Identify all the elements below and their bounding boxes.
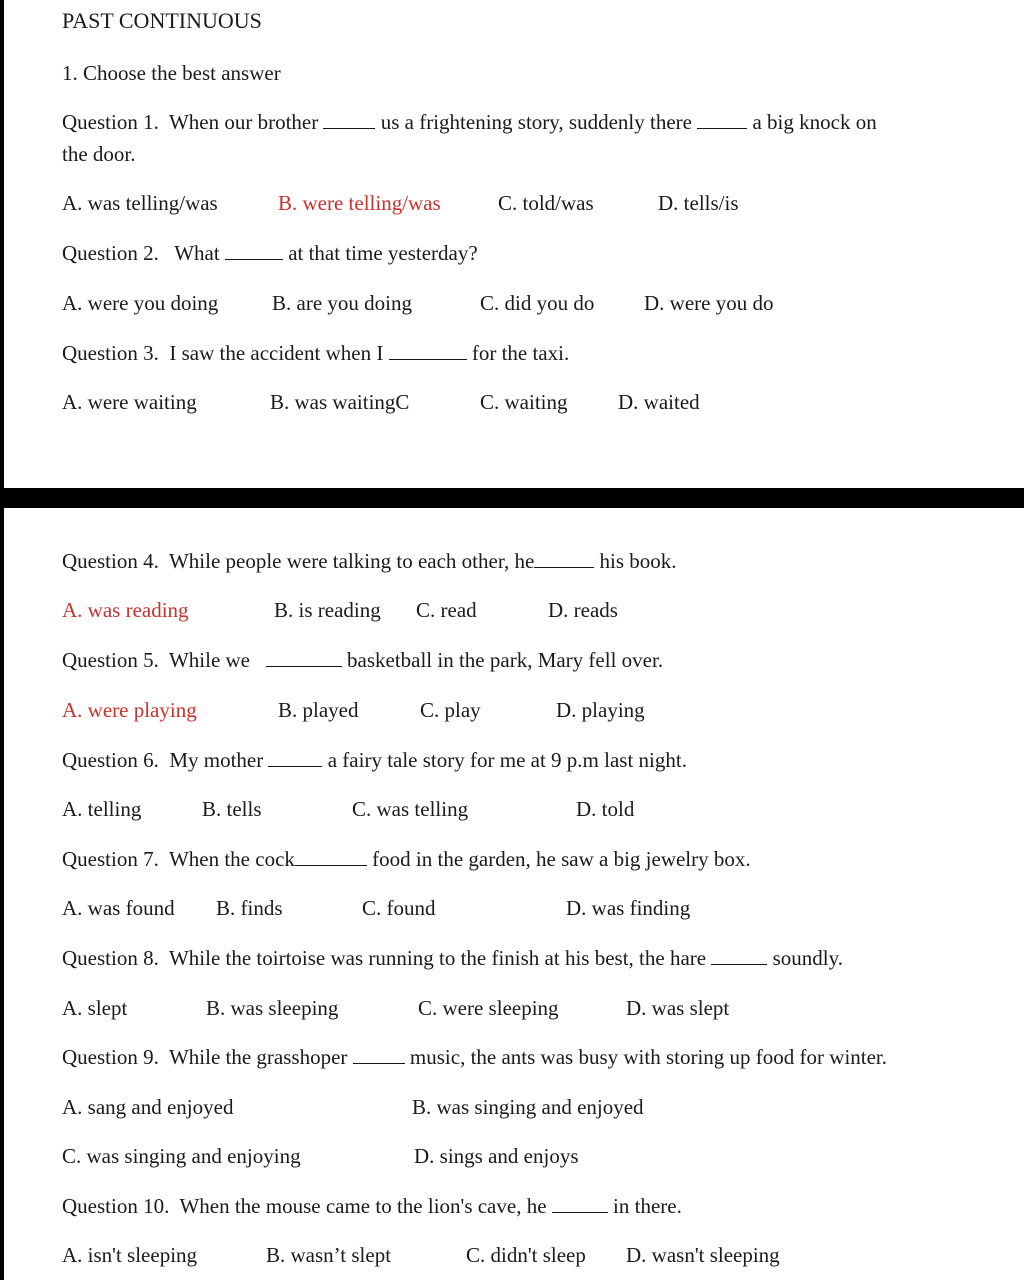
q2-option-a[interactable]: A. were you doing <box>62 291 219 315</box>
q9-option-d[interactable]: D. sings and enjoys <box>414 1144 579 1168</box>
q4-option-a-answer[interactable]: A. was reading <box>62 598 189 622</box>
answer-blank <box>266 648 342 667</box>
page-title: PAST CONTINUOUS <box>62 8 262 33</box>
answer-blank <box>295 847 367 866</box>
q3-option-b[interactable]: B. was waitingC <box>270 390 410 414</box>
section-heading: 1. Choose the best answer <box>62 61 281 85</box>
q1-option-a[interactable]: A. was telling/was <box>62 191 218 215</box>
q7-option-c[interactable]: C. found <box>362 896 436 920</box>
answer-blank <box>323 110 375 129</box>
question-6-stem: Question 6. My mother a fairy tale story for me at 9 p.m last night. <box>62 748 687 772</box>
question-10-stem: Question 10. When the mouse came to the lion's cave, he in there. <box>62 1194 682 1218</box>
question-number: Question 3. <box>62 341 159 365</box>
q9-option-c[interactable]: C. was singing and enjoying <box>62 1144 301 1168</box>
question-number: Question 9. <box>62 1045 159 1069</box>
question-5-stem: Question 5. While we basketball in the park, Mary fell over. <box>62 648 664 672</box>
question-8-stem: Question 8. While the toirtoise was running to the finish at his best, the hare soundly. <box>62 946 843 970</box>
q6-option-a[interactable]: A. telling <box>62 797 142 821</box>
question-number: Question 8. <box>62 946 159 970</box>
q10-option-b[interactable]: B. wasn’t slept <box>266 1243 392 1267</box>
q9-option-b[interactable]: B. was singing and enjoyed <box>412 1095 644 1119</box>
q1-option-b-answer[interactable]: B. were telling/was <box>278 191 441 215</box>
q6-option-d[interactable]: D. told <box>576 797 635 821</box>
question-2-stem: Question 2. What at that time yesterday? <box>62 241 478 265</box>
answer-blank <box>268 748 322 767</box>
q2-option-c[interactable]: C. did you do <box>480 291 595 315</box>
q7-option-b[interactable]: B. finds <box>216 896 283 920</box>
q8-option-b[interactable]: B. was sleeping <box>206 996 339 1020</box>
answer-blank <box>697 110 747 129</box>
q10-option-d[interactable]: D. wasn't sleeping <box>626 1243 780 1267</box>
q7-option-a[interactable]: A. was found <box>62 896 175 920</box>
q6-option-b[interactable]: B. tells <box>202 797 262 821</box>
q2-option-d[interactable]: D. were you do <box>644 291 774 315</box>
question-number: Question 10. <box>62 1194 170 1218</box>
question-number: Question 7. <box>62 847 159 871</box>
question-1-stem: Question 1. When our brother us a frightening story, suddenly there a big knock on <box>62 110 877 134</box>
q8-option-c[interactable]: C. were sleeping <box>418 996 559 1020</box>
question-1-stem-line2: the door. <box>62 142 136 166</box>
answer-blank <box>225 241 283 260</box>
q5-option-d[interactable]: D. playing <box>556 698 645 722</box>
question-3-stem: Question 3. I saw the accident when I for the taxi. <box>62 341 570 365</box>
question-4-stem: Question 4. While people were talking to each other, he his book. <box>62 549 677 573</box>
q10-option-a[interactable]: A. isn't sleeping <box>62 1243 198 1267</box>
question-number: Question 2. <box>62 241 159 265</box>
q5-option-b[interactable]: B. played <box>278 698 359 722</box>
q2-option-b[interactable]: B. are you doing <box>272 291 412 315</box>
q6-option-c[interactable]: C. was telling <box>352 797 469 821</box>
q3-option-a[interactable]: A. were waiting <box>62 390 197 414</box>
q4-option-b[interactable]: B. is reading <box>274 598 381 622</box>
answer-blank <box>534 549 594 568</box>
question-7-stem: Question 7. When the cock food in the garden, he saw a big jewelry box. <box>62 847 751 871</box>
q8-option-a[interactable]: A. slept <box>62 996 128 1020</box>
answer-blank <box>552 1194 608 1213</box>
q5-option-a-answer[interactable]: A. were playing <box>62 698 197 722</box>
q5-option-c[interactable]: C. play <box>420 698 481 722</box>
q4-option-c[interactable]: C. read <box>416 598 477 622</box>
q3-option-c[interactable]: C. waiting <box>480 390 568 414</box>
q1-option-d[interactable]: D. tells/is <box>658 191 739 215</box>
q1-option-c[interactable]: C. told/was <box>498 191 594 215</box>
question-number: Question 5. <box>62 648 159 672</box>
answer-blank <box>711 946 767 965</box>
q8-option-d[interactable]: D. was slept <box>626 996 730 1020</box>
q4-option-d[interactable]: D. reads <box>548 598 618 622</box>
question-number: Question 1. <box>62 110 159 134</box>
q7-option-d[interactable]: D. was finding <box>566 896 691 920</box>
answer-blank <box>389 341 467 360</box>
q9-option-a[interactable]: A. sang and enjoyed <box>62 1095 234 1119</box>
question-number: Question 6. <box>62 748 159 772</box>
answer-blank <box>353 1045 405 1064</box>
question-9-stem: Question 9. While the grasshoper music, the ants was busy with storing up food for winter. <box>62 1045 888 1069</box>
q3-option-d[interactable]: D. waited <box>618 390 700 414</box>
q10-option-c[interactable]: C. didn't sleep <box>466 1243 586 1267</box>
question-number: Question 4. <box>62 549 159 573</box>
